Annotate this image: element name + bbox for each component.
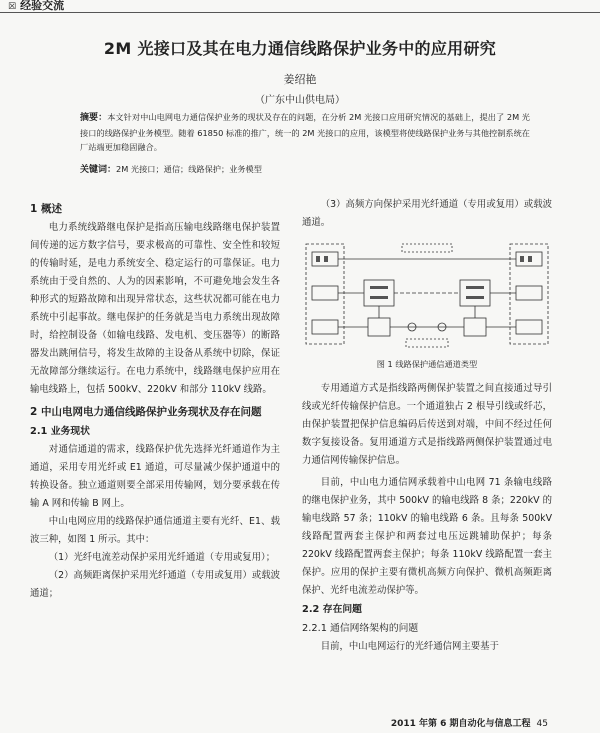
keywords-label: 关键词： [80,165,117,175]
right-column [302,196,552,656]
page-number: 45 [536,719,548,729]
paragraph: 对通信通道的需求，线路保护优先选择光纤通道作为主通道，采用专用光纤或 E1 通道，可尽量减少保护通道中的转换设备。独立通道则要全部采用传输网，划分要承载在传输 A 网和传输 B 网上。 [30,444,280,509]
left-protection-device-3 [312,320,338,334]
page-header [0,0,600,13]
subsubsection-heading: 2.2.1 通信网络架构的问题 [302,623,419,634]
paragraph: （3）高频方向保护采用光纤通道（专用或复用）或载波通道。 [302,199,552,228]
left-column [30,200,280,603]
affiliation: （广东中山供电局） [255,95,345,106]
section-heading: 1 概述 [30,203,62,215]
paragraph: （2）高频距离保护采用光纤通道（专用或复用）或载波通道； [30,570,280,599]
subsection-heading: 2.1 业务现状 [30,426,90,437]
paragraph: 专用通道方式是指线路两侧保护装置之间直接通过导引线或光纤传输保护信息。一个通道独占 2 根导引线或纤芯，由保护装置把保护信息编码后传送到对端，中间不经过任何数字复接设备。复用通道方式是指线路两侧保护装置通过电力通信网传输保护信息。 [302,383,552,466]
paragraph: 电力系统线路继电保护是指高压输电线路继电保护装置间传递的远方数字信号，要求极高的可靠性、安全性和较短的传输时延，是电力系统安全、稳定运行的可靠保证。电力系统由于受自然的、人为的因素影响，不可避免地会发生各种形式的短路故障和出现异常状态，这些状况都可能在电力系统中引起事故。继电保护的任务就是当电力系统出现故障时，给控制设备（如输电线路、发电机、变压器等）的断路器发出跳闸信号，将发生故障的主设备从系统中切除，保证无故障部分继续运行。在电力系统中，线路继电保护应用在输电线路上，包括 500kV、220kV 和部分 110kV 线路。 [30,222,280,395]
subsection-heading: 2.2 存在问题 [302,604,362,615]
paper-title: 2M 光接口及其在电力通信线路保护业务中的应用研究 [103,39,497,58]
figure-1-diagram [302,236,552,356]
paragraph: 目前，中山电网运行的光纤通信网主要基于 [320,641,499,652]
abstract-label: 摘要： [80,113,108,123]
paragraph: （1）光纤电流差动保护采用光纤通道（专用或复用）； [48,552,276,563]
paragraph: 目前，中山电力通信网承载着中山电网 71 条输电线路的继电保护业务，其中 500kV 的输电线路 8 条；220kV 的输电线路 57 条；110kV 的输电线路 6 条。且每条 500kV 线路配置两套主保护和两套过电压远跳辅助保护；每条 220kV 线路配置两套主保护；每条 110kV 线路配置一套主保护。应用的保护主要有微机高频方向保护、微机高频距离保护、光纤电流差动保护等。 [302,477,552,596]
abstract-text: 本文针对中山电网电力通信保护业务的现状及存在的问题，在分析 2M 光接口应用研究情况的基础上，提出了 2M 光接口的线路保护业务模型。随着 61850 标准的推广，统一的 2M 光接口的应用，该模型将使线路保护业务与其他控制系统在厂站端更加稳固融合。 [80,112,530,152]
right-protection-device-3 [516,320,542,334]
right-protection-device-2 [516,286,542,300]
journal-issue: 2011 年第 6 期自动化与信息工程 [390,719,531,729]
keywords-text: 2M 光接口；通信；线路保护；业务模型 [116,164,262,174]
figure-caption: 图 1 线路保护通信通道类型 [376,359,478,369]
section-label: 经验交流 [20,0,65,12]
paragraph: 中山电网应用的线路保护通信通道主要有光纤、E1、载波三种，如图 1 所示。其中： [30,516,280,545]
section-heading: 2 中山电网电力通信线路保护业务现状及存在问题 [30,406,262,418]
right-carrier-equipment [464,318,486,336]
left-transmission-equipment [364,280,394,306]
right-transmission-equipment [460,280,490,306]
author: 姜绍艳 [283,73,317,86]
channel-diagram [302,236,552,356]
abstract [80,110,530,155]
left-protection-device-2 [312,286,338,300]
page-footer [391,716,548,729]
keywords [80,162,530,175]
section-mark-icon: ☒ [8,2,17,12]
left-carrier-equipment [368,318,390,336]
